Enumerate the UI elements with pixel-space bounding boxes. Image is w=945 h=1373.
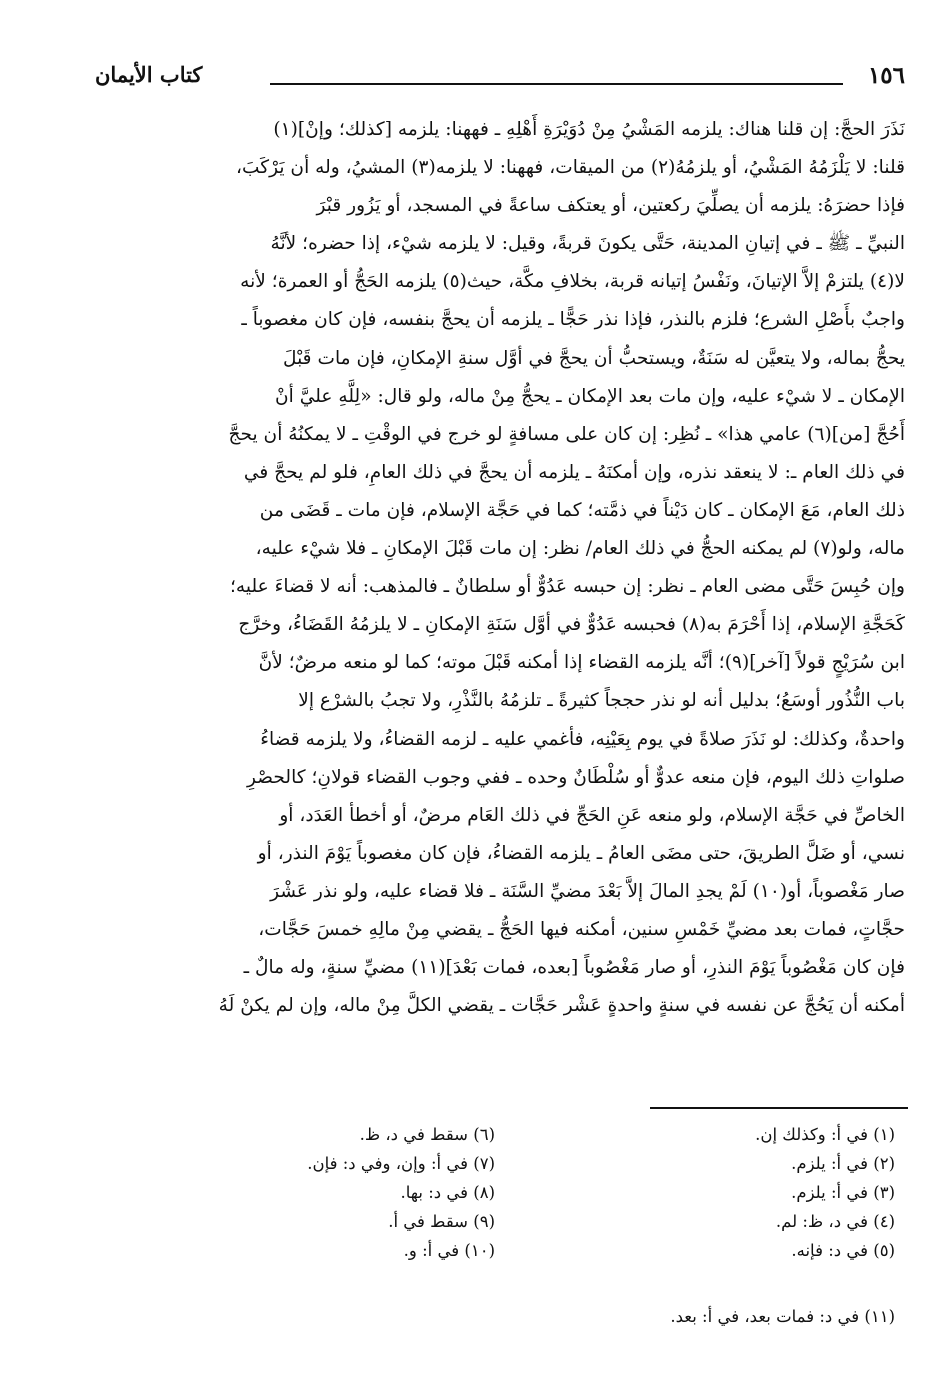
footnotes-column-left xyxy=(135,1120,495,1265)
footnote: (٦) سقط في د، ظ. xyxy=(359,1125,495,1144)
text-line: يحجُّ بماله، ولا يتعيَّن له سَنَةٌ، ويستحبُّ أن يحجَّ في أوَّل سنةِ الإمكانِ، فإن مات قَبْلَ xyxy=(282,347,905,369)
text-line: صار مَغْصوباً، أو(١٠) لَمْ يجدِ المالَ إلاَّ بَعْدَ مضيِّ السَّنَة ـ فلا قضاء عليه، ولو نذر عَشْرَ xyxy=(270,880,905,902)
text-line: الإمكان ـ لا شيْء عليه، وإن مات بعد الإمكان ـ يحجُّ مِنْ ماله، ولو قال: «لِلَّهِ عليَّ أنْ xyxy=(275,385,905,407)
text-line: نَذَرَ الحجَّ: إن قلنا هناك: يلزمه المَشْيُ مِنْ دُوَيْرَةِ أَهْلِهِ ـ فههنا: يلزمه [كذلك؛ وإنْ](١) xyxy=(273,119,905,140)
book-title: كتاب الأيمان xyxy=(95,62,203,87)
footnote: (٩) سقط في أ. xyxy=(388,1212,495,1231)
body-text xyxy=(95,111,905,1025)
footnote-rule xyxy=(650,1107,908,1109)
footnotes-column-right xyxy=(535,1120,895,1265)
footnote: (١) في أ: وكذلك إن. xyxy=(755,1125,895,1144)
text-line: لا(٤) يلتزمْ إلاَّ الإتيانَ، ونَفْسُ إتيانه قربة، بخلافِ مكَّة، حيث(٥) يلزمه الحَجُّ أو العمرة؛ لأنه xyxy=(240,271,905,293)
text-line: ابن سُرَيْجٍ قولاً [آخر](٩)؛ أنَّه يلزمه القضاء إذا أمكنه قَبْلَ موته؛ كما لو منعه مرضٌ؛ لأنَّ xyxy=(258,652,905,674)
footnote: (٣) في أ: يلزم. xyxy=(791,1183,895,1202)
footnote: (٢) في أ: يلزم. xyxy=(791,1154,895,1173)
text-line: باب النُّذُور أوسَعُ؛ بدليل أنه لو نذر حججاً كثيرةً ـ تلزمُهُ بالنَّذْرِ، ولا تجبُ بالشرْع إلا xyxy=(298,690,905,712)
text-line: واجبٌ بأَصْلِ الشرع؛ فلزم بالنذر، فإذا نذر حَجًّا ـ يلزمه أن يحجَّ بنفسه، فإن كان مغصوباً ـ xyxy=(241,309,905,331)
text-line: قلنا: لا يَلْزَمُهُ المَشْيُ، أو يلزمُهُ(٢) من الميقات، فههنا: لا يلزمه(٣) المشيُ، وله أن يَرْكَبَ، xyxy=(235,157,905,179)
footnote: (٥) في د: فإنه. xyxy=(791,1241,895,1260)
text-line: الخاصِّ في حَجَّة الإسلام، ولو منعه عَنِ الحَجِّ في ذلك العَام مرضٌ، أو أخطأ العَدَد، أو xyxy=(279,804,905,826)
text-line: فإذا حضرَهُ: يلزمه أن يصلِّيَ ركعتين، أو يعتكف ساعةً في المسجد، أو يَزُور قبْرَ xyxy=(316,195,905,217)
text-line: في ذلك العام ـ: لا ينعقد نذره، وإن أمكنَهُ ـ يلزمه أن يحجَّ في ذلك العامِ، فلو لم يحجَّ في xyxy=(243,461,905,483)
text-line: كَحَجَّةِ الإسلام، إذا أَحْرَمَ به(٨) فحبسه عَدُوٌّ في أوَّل سَنَةِ الإمكانِ ـ لا يلزمُهُ القَضَاءُ، وخرَّج xyxy=(238,614,905,636)
text-line: حجَّاتٍ، فمات بعد مضيِّ خَمْسِ سنين، أمكنه فيها الحَجُّ ـ يقضي مِنْ مالِهِ خمسَ حَجَّات، xyxy=(258,918,905,940)
footnote: (٤) في د، ظ: لم. xyxy=(775,1212,895,1231)
footnote: (١١) في د: فمات بعد، في أ: بعد. xyxy=(670,1307,895,1326)
footnote: (١٠) في أ: و. xyxy=(403,1241,495,1260)
text-line: أَحُجَّ [من](٦) عامي هذا» ـ نُظِر: إن كان على مسافةٍ لو خرج في الوقْتِ ـ لا يمكنُهُ أن يحجَّ xyxy=(228,423,905,445)
text-line: أمكنه أن يَحُجَّ عن نفسه في سنةٍ واحدةٍ عَشْر حَجَّات ـ يقضي الكلَّ مِنْ ماله، وإن لم يكنْ لَهُ xyxy=(218,995,905,1017)
page-number: ١٥٦ xyxy=(867,62,905,89)
page-header xyxy=(95,60,905,94)
header-rule xyxy=(270,83,843,85)
text-line: صلواتِ ذلك اليوم، فإن منعه عدوٌّ أو سُلْطَانٌ وحده ـ ففي وجوب القضاء قولانِ؛ كالحصْرِ xyxy=(247,766,905,788)
footnote: (٨) في د: بها. xyxy=(400,1183,495,1202)
footnote: (٧) في أ: وإن، وفي د: فإن. xyxy=(307,1154,495,1173)
text-line: نسي، أو ضَلَّ الطريقَ، حتى مضَى العامُ ـ يلزمه القضاءُ، فإن كان مغصوباً يَوْمَ النذر، أو xyxy=(257,842,905,864)
text-line: فإن كان مَغْصُوباً يَوْمَ النذرِ، أو صار مَغْصُوباً [بعده، فمات بَعْدَ](١١) مضيِّ سنةٍ، وله مالٌ ـ xyxy=(243,957,905,979)
text-line: واحدةٌ، وكذلك: لو نَذَرَ صلاةً في يوم بِعَيْنِه، فأغمي عليه ـ لزمه القضاءُ، ولا يلزمه قضاءُ xyxy=(260,728,905,750)
text-line: ذلك العام، مَعَ الإمكان ـ كان دَيْناً في ذمَّته؛ كما في حَجَّة الإسلام، فإن مات ـ قَضَى من xyxy=(259,499,905,521)
text-line: النبيِّ ـ ﷺ ـ في إتيانِ المدينة، حَتَّى يكونَ قربةً، وقيل: لا يلزمه شيْء، إذا حضره؛ لأنَّهُ xyxy=(270,233,905,255)
text-line: وإن حُبِسَ حَتَّى مضى العام ـ نظر: إن حبسه عَدُوٌّ أو سلطانٌ ـ فالمذهب: أنه لا قضاءَ عليه؛ xyxy=(230,576,905,598)
text-line: ماله، ولو(٧) لم يمكنه الحجُّ في ذلك العام/ نظر: إن مات قَبْلَ الإمكانِ ـ فلا شيْء عليه، xyxy=(255,538,905,560)
